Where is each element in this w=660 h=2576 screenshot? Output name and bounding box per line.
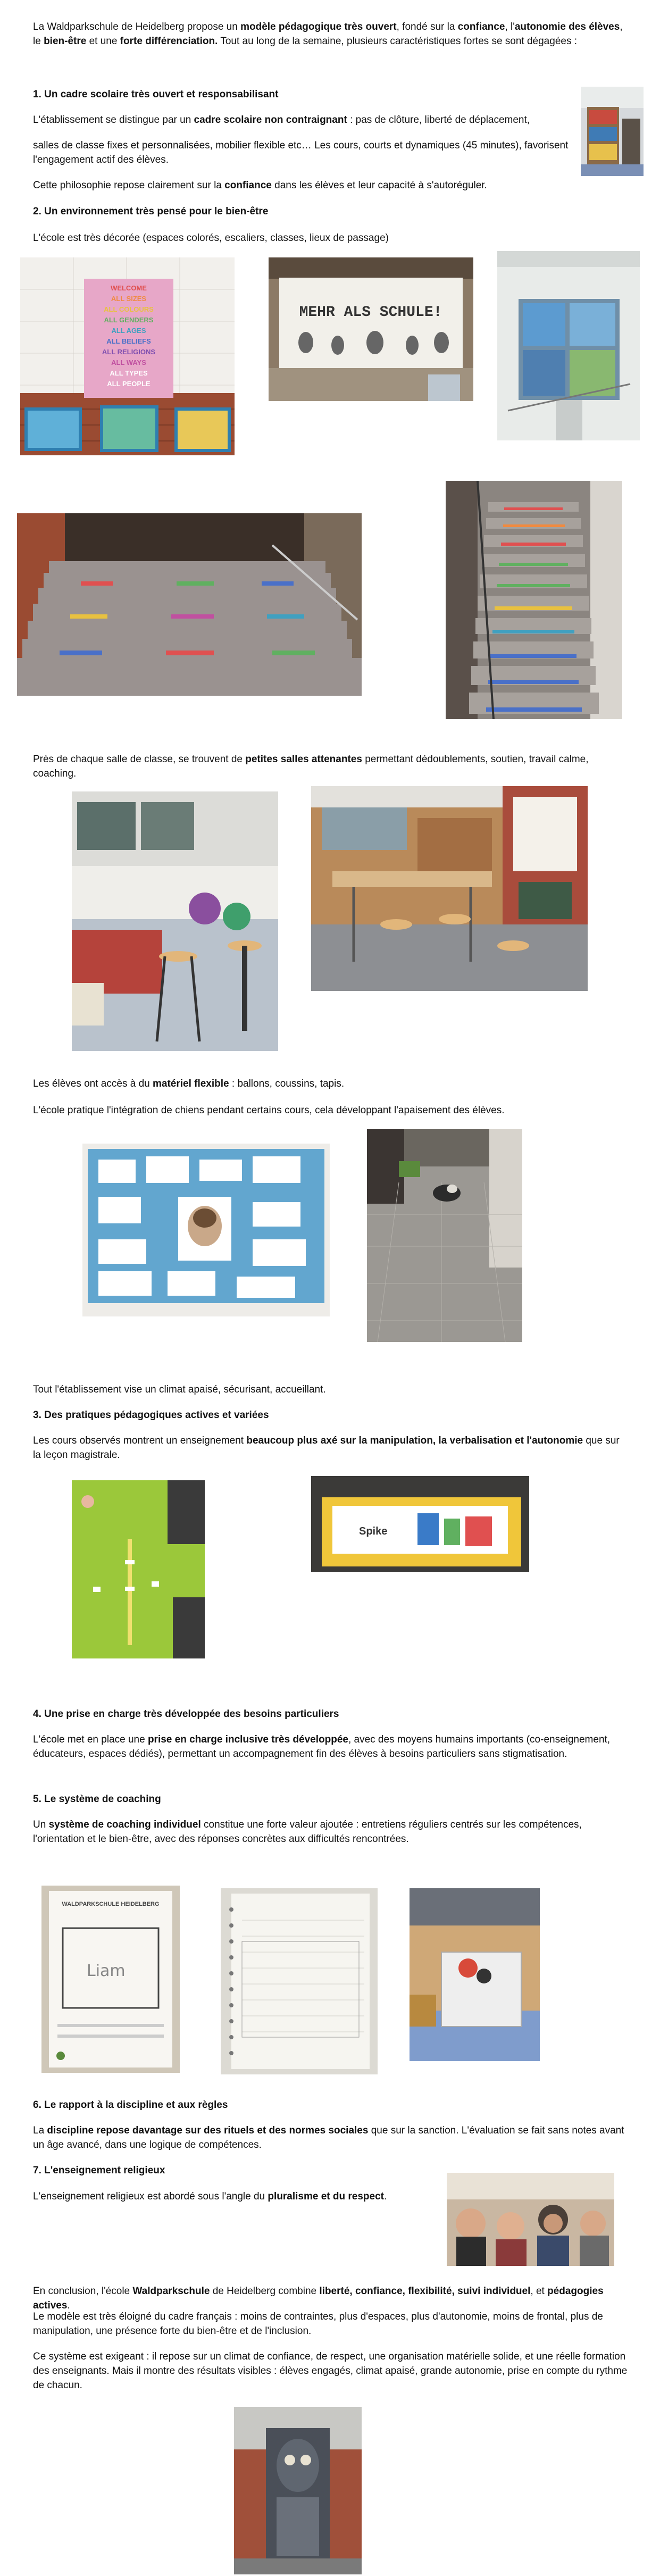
photo-manipulation-floor [72, 1480, 205, 1658]
s2-paragraph-b: Près de chaque salle de classe, se trouvent de petites salles attenantes permettant dédoublements, soutien, travail calme, coaching. [33, 754, 589, 779]
s2-paragraph-e: Tout l'établissement vise un climat apaisé, sécurisant, accueillant. [33, 1384, 326, 1395]
section-4-title: 4. Une prise en charge très développée des besoins particuliers [33, 1708, 339, 1720]
banner-text: MEHR ALS SCHULE! [299, 304, 442, 321]
s5-paragraph-a: Un système de coaching individuel constitue une forte valeur ajoutée : entretiens réguliers centrés sur les compétences, l'orientation et le bien-être, avec des réponses concrètes aux difficultés rencontrées. [33, 1819, 582, 1845]
section-7-title: 7. L'enseignement religieux [33, 2165, 165, 2176]
poster-line-3: ALL GENDERS [104, 316, 154, 324]
photo-dog-in-hallway [367, 1129, 522, 1342]
s1-paragraph-b: salles de classe fixes et personnalisées, mobilier flexible etc… Les cours, courts et dynamiques (45 minutes), favorisent l'engagement actif des élèves. [33, 140, 569, 165]
card-title: WALDPARKSCHULE HEIDELBERG [62, 1901, 160, 1907]
s2-paragraph-a: L'école est très décorée (espaces colorés, escaliers, classes, lieux de passage) [33, 232, 389, 244]
poster-line-9: ALL PEOPLE [107, 380, 151, 388]
conclusion-paragraph-c: Ce système est exigeant : il repose sur un climat de confiance, de respect, une organisation matérielle solide, et une réelle formation des enseignants. Mais il montre des résultats visibles : élèves engagés, climat apaisé, grande autonomie, prise en compte du rythme de chacun. [33, 2351, 628, 2391]
section-5-title: 5. Le système de coaching [33, 1794, 161, 1805]
box-label: Spike [359, 1525, 388, 1537]
card-name: Liam [87, 1962, 126, 1980]
poster-line-2: ALL COLOURS [104, 305, 154, 313]
s2-paragraph-c: Les élèves ont accès à du matériel flexible : ballons, coussins, tapis. [33, 1078, 345, 1089]
section-2-title: 2. Un environnement très pensé pour le bien-être [33, 206, 269, 217]
s3-paragraph-a: Les cours observés montrent un enseignement beaucoup plus axé sur la manipulation, la verbalisation et l'autonomie que sur la leçon magistrale. [33, 1435, 620, 1461]
section-1-title: 1. Un cadre scolaire très ouvert et responsabilisant [33, 89, 279, 100]
poster-line-4: ALL AGES [111, 327, 146, 335]
poster-line-7: ALL WAYS [111, 359, 146, 366]
photo-side-room-table [311, 786, 588, 991]
s1-paragraph-c: Cette philosophie repose clairement sur la confiance dans les élèves et leur capacité à s'autoréguler. [33, 180, 487, 191]
s6-paragraph-a: La discipline repose davantage sur des rituels et des normes sociales que sur la sanction. L'évaluation se fait sans notes avant un âge avancé, dans une logique de compétences. [33, 2125, 624, 2150]
poster-line-6: ALL RELIGIONS [102, 348, 156, 356]
s4-paragraph-a: L'école met en place une prise en charge inclusive très développée, avec des moyens humains importants (co-enseignement, éducateurs, espaces dédiés), permettant un accompagnement fin des élèves à besoins particuliers sans stigmatisation. [33, 1734, 611, 1760]
photo-group-selfie [447, 2173, 614, 2266]
poster-line-8: ALL TYPES [110, 369, 148, 377]
poster-line-5: ALL BELIEFS [106, 337, 151, 345]
photo-colorful-staircase-tall [446, 481, 622, 719]
s2-paragraph-d: L'école pratique l'intégration de chiens pendant certains cours, cela développant l'apaisement des élèves. [33, 1105, 505, 1116]
poster-line-1: ALL SIZES [111, 295, 147, 303]
photo-colorful-staircase-wide [17, 513, 362, 696]
photo-mehr-als-schule-banner [269, 257, 473, 401]
photo-storage-box [410, 1888, 540, 2061]
photo-school-dog-poster [82, 1144, 330, 1316]
photo-stairwell-window [497, 251, 640, 440]
conclusion-paragraph-a: En conclusion, l'école Waldparkschule de Heidelberg combine liberté, confiance, flexibilité, suivi individuel, et pédagogies actives. [33, 2286, 604, 2311]
intro-paragraph: La Waldparkschule de Heidelberg propose un modèle pédagogique très ouvert, fondé sur la confiance, l'autonomie des élèves, le bien-être et une forte différenciation. Tout au long de la semaine, plusieurs caractéristiques fortes se sont dégagées : [33, 21, 623, 47]
s1-paragraph-a: L'établissement se distingue par un cadre scolaire non contraignant : pas de clôture, liberté de déplacement, [33, 114, 530, 126]
photo-coaching-card [41, 1886, 180, 2073]
photo-school-facade-mural [234, 2407, 362, 2574]
photo-classroom-shelf [581, 87, 644, 176]
photo-welcome-poster [20, 257, 235, 455]
conclusion-paragraph-b: Le modèle est très éloigné du cadre français : moins de contraintes, plus d'espaces, plus d'autonomie, moins de frontal, plus de manipulation, une présence forte du bien-être et de l'inclusion. [33, 2311, 603, 2337]
photo-spiral-notebook [221, 1888, 378, 2074]
poster-line-0: WELCOME [111, 284, 147, 292]
s7-paragraph-a: L'enseignement religieux est abordé sous l'angle du pluralisme et du respect. [33, 2191, 387, 2202]
photo-classroom-flexible-seating [72, 791, 278, 1051]
photo-spike-kit-box [311, 1476, 529, 1572]
section-6-title: 6. Le rapport à la discipline et aux règles [33, 2099, 228, 2111]
section-3-title: 3. Des pratiques pédagogiques actives et variées [33, 1410, 269, 1421]
